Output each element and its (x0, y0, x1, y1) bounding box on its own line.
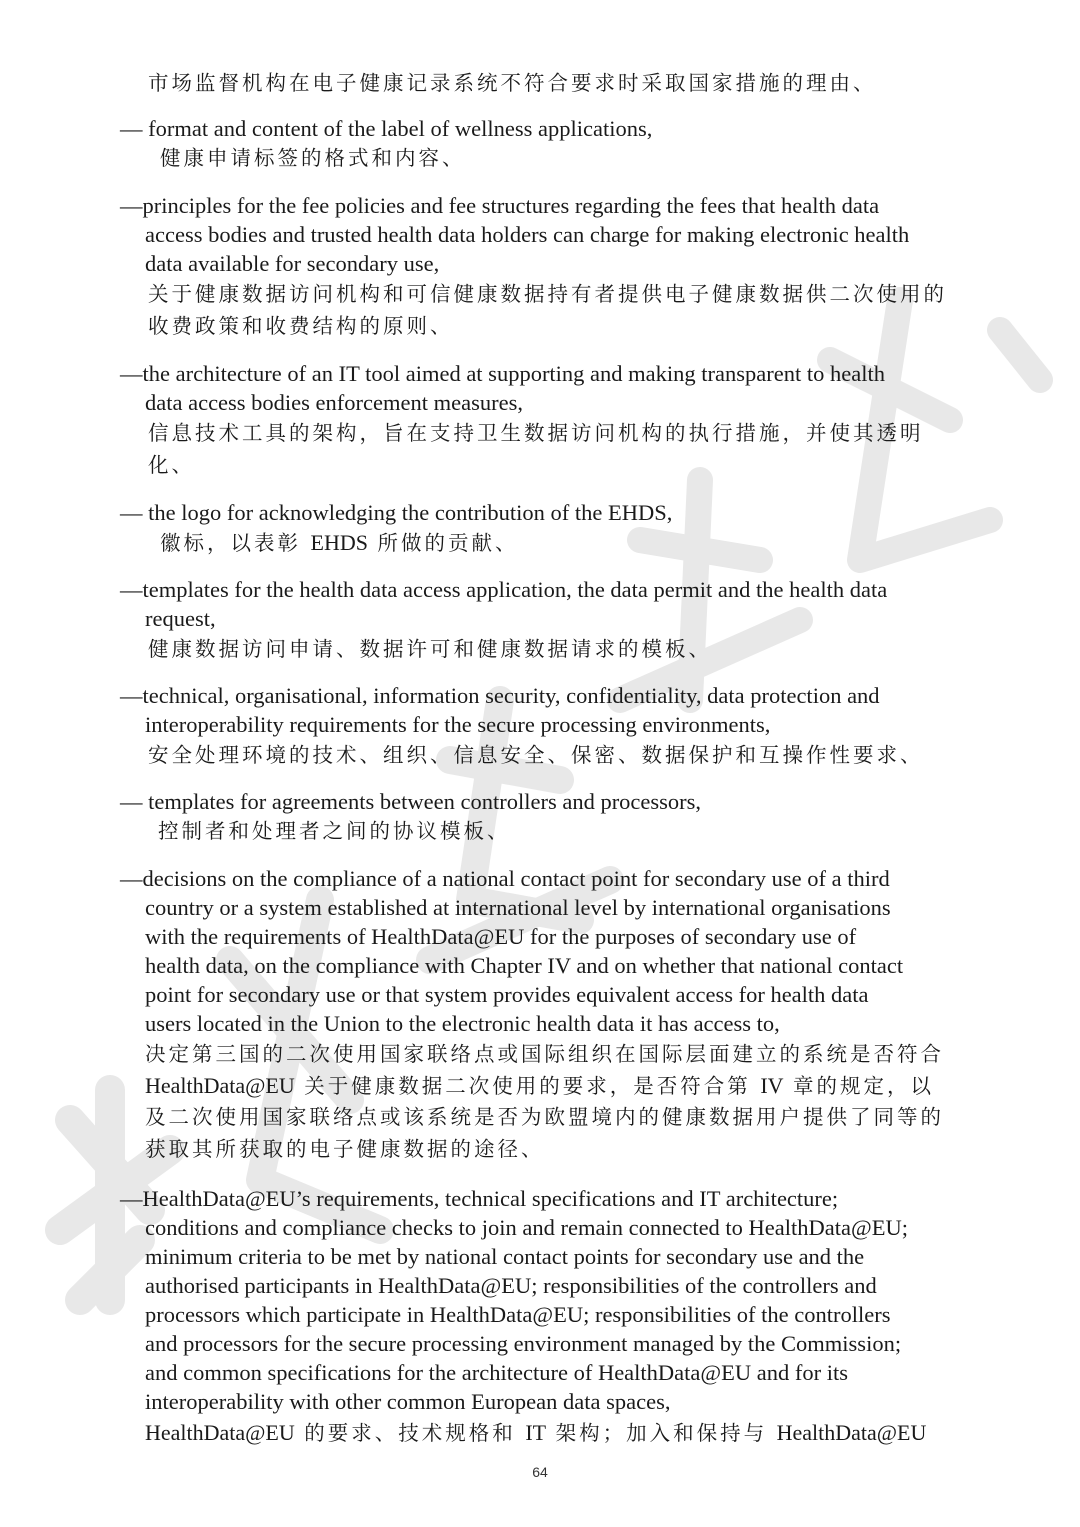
page-number: 64 (532, 1464, 548, 1480)
text-line: data available for secondary use, (145, 251, 440, 276)
text-line: 及二次使用国家联络点或该系统是否为欧盟境内的健康数据用户提供了同等的 (145, 1105, 944, 1129)
text-segment: 徽标，以表彰 (160, 531, 311, 555)
list-item-logo: — the logo for acknowledging the contribution of the EHDS, (120, 500, 673, 525)
text-line: processors which participate in HealthData@EU; responsibilities of the controllers (145, 1302, 891, 1327)
text-segment: HealthData@EU (145, 1073, 295, 1098)
text-line: 信息技术工具的架构，旨在支持卫生数据访问机构的执行措施，并使其透明 (148, 421, 924, 445)
list-item-healthdata-requirements: —HealthData@EU’s requirements, technical specifications and IT architecture; (120, 1186, 839, 1211)
text-line: 市场监督机构在电子健康记录系统不符合要求时采取国家措施的理由、 (148, 71, 877, 95)
list-item-technical-requirements: —technical, organisational, information security, confidentiality, data protection and (120, 683, 880, 708)
list-item-compliance-decisions: —decisions on the compliance of a national contact point for secondary use of a third (120, 866, 890, 891)
text-line: interoperability requirements for the secure processing environments, (145, 712, 771, 737)
text-segment: HealthData@EU (145, 1420, 295, 1445)
text-segment: IT (525, 1420, 547, 1445)
text-segment: 章的规定，以 (783, 1074, 935, 1098)
text-line: 控制者和处理者之间的协议模板、 (158, 819, 511, 843)
text-segment: IV (760, 1073, 784, 1098)
text-segment: 关于健康数据二次使用的要求，是否符合第 (294, 1074, 761, 1098)
text-line (145, 1071, 934, 1101)
list-item-templates-access: —templates for the health data access application, the data permit and the health data (120, 577, 888, 602)
text-line: 收费政策和收费结构的原则、 (148, 314, 454, 338)
text-line: conditions and compliance checks to join and remain connected to HealthData@EU; (145, 1215, 908, 1240)
text-line: users located in the Union to the electronic health data it has access to, (145, 1011, 780, 1036)
text-line: 关于健康数据访问机构和可信健康数据持有者提供电子健康数据供二次使用的 (148, 282, 947, 306)
text-line: health data, on the compliance with Chapter IV and on whether that national contact (145, 953, 904, 978)
list-item-fee-policies: —principles for the fee policies and fee structures regarding the fees that health data (120, 193, 880, 218)
text-line: 安全处理环境的技术、组织、信息安全、保密、数据保护和互操作性要求、 (148, 743, 924, 767)
text-line: interoperability with other common European data spaces, (145, 1389, 671, 1414)
text-line: with the requirements of HealthData@EU for the purposes of secondary use of (145, 924, 857, 949)
text-segment: 所做的贡献、 (367, 531, 519, 555)
text-line: 获取其所获取的电子健康数据的途径、 (145, 1137, 545, 1161)
text-line: and common specifications for the architecture of HealthData@EU and for its (145, 1360, 848, 1385)
text-segment: 架构；加入和保持与 (546, 1421, 777, 1445)
text-line: access bodies and trusted health data holders can charge for making electronic health (145, 222, 910, 247)
text-line: 健康数据访问申请、数据许可和健康数据请求的模板、 (148, 637, 712, 661)
text-line: 健康申请标签的格式和内容、 (160, 146, 466, 170)
list-item-wellness-label: — format and content of the label of wellness applications, (120, 116, 653, 141)
text-line: point for secondary use or that system provides equivalent access for health data (145, 982, 869, 1007)
text-line: country or a system established at international level by international organisations (145, 895, 891, 920)
text-line: request, (145, 606, 216, 631)
list-item-it-tool: —the architecture of an IT tool aimed at supporting and making transparent to health (120, 361, 885, 386)
text-line: 化、 (148, 453, 195, 477)
text-segment: HealthData@EU (776, 1420, 927, 1445)
text-segment: 的要求、技术规格和 (294, 1421, 526, 1445)
text-segment: EHDS (310, 530, 368, 555)
text-line (160, 528, 519, 558)
text-line: minimum criteria to be met by national contact points for secondary use and the (145, 1244, 865, 1269)
list-item-agreement-templates: — templates for agreements between controllers and processors, (120, 789, 702, 814)
text-line: and processors for the secure processing environment managed by the Commission; (145, 1331, 902, 1356)
text-line: data access bodies enforcement measures, (145, 390, 523, 415)
text-line: 决定第三国的二次使用国家联络点或国际组织在国际层面建立的系统是否符合 (145, 1042, 944, 1066)
text-line: authorised participants in HealthData@EU; responsibilities of the controllers and (145, 1273, 877, 1298)
text-line (145, 1418, 926, 1448)
